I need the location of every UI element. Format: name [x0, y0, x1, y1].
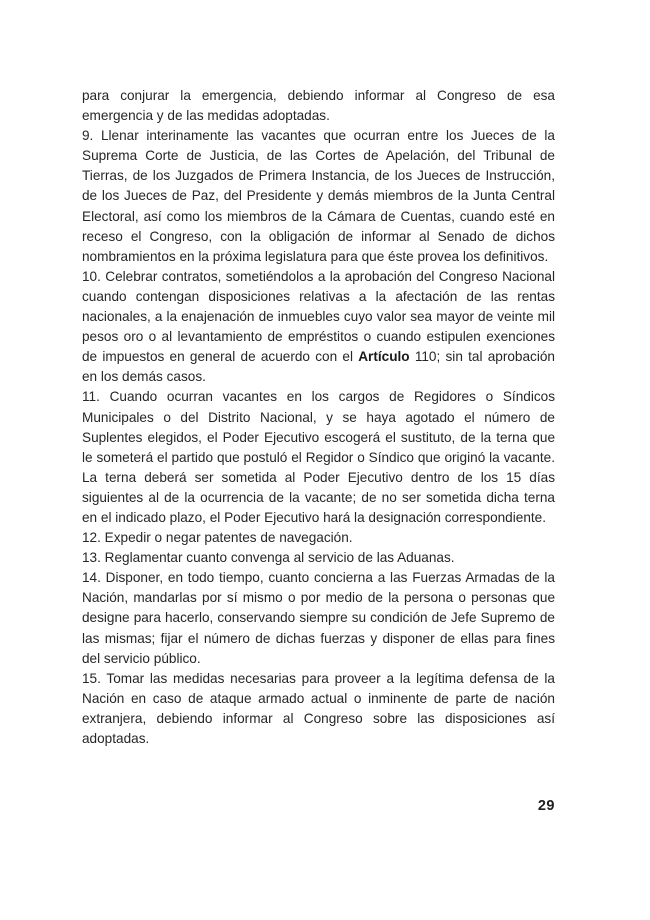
item-10-text-after: 110; sin tal aprobación en los demás casos. — [82, 349, 555, 385]
paragraph-item-13: 13. Reglamentar cuanto convenga al servicio de las Aduanas. — [82, 550, 455, 566]
paragraph-item-11: 11. Cuando ocurran vacantes en los cargos de Regidores o Síndicos Municipales o del Distrito Nacional, y se haya agotado el número de Suplentes elegidos, el Poder Ejecutivo escogerá el sustituto, de la terna que le someterá el partido que postuló el Regidor o Síndico que originó la vacante. La terna deberá ser sometida al Poder Ejecutivo dentro de los 15 días siguientes al de la ocurrencia de la vacante; de no ser sometida dicha terna en el indicado plazo, el Poder Ejecutivo hará la designación correspondiente. — [82, 389, 555, 525]
paragraph-continuation: para conjurar la emergencia, debiendo informar al Congreso de esa emergencia y de las medidas adoptadas. — [82, 88, 555, 124]
paragraph-item-10 — [82, 267, 555, 388]
paragraph-item-14: 14. Disponer, en todo tiempo, cuanto concierna a las Fuerzas Armadas de la Nación, mandarlas por sí mismo o por medio de la persona o personas que designe para hacerlo, conservando siempre su condición de Jefe Supremo de las mismas; fijar el número de dichas fuerzas y disponer de ellas para fines del servicio público. — [82, 570, 555, 666]
paragraph-item-12: 12. Expedir o negar patentes de navegación. — [82, 530, 353, 546]
body-text — [82, 86, 555, 749]
paragraph-item-15: 15. Tomar las medidas necesarias para proveer a la legítima defensa de la Nación en caso de ataque armado actual o inminente de parte de nación extranjera, debiendo informar al Congreso sobre las disposiciones así adoptadas. — [82, 670, 555, 746]
item-10-bold-term: Artículo — [358, 349, 410, 365]
paragraph-item-9: 9. Llenar interinamente las vacantes que ocurran entre los Jueces de la Suprema Corte de Justicia, de las Cortes de Apelación, del Tribunal de Tierras, de los Juzgados de Primera Instancia, de los Jueces de Instrucción, de los Jueces de Paz, del Presidente y demás miembros de la Junta Central Electoral, así como los miembros de la Cámara de Cuentas, cuando esté en receso el Congreso, con la obligación de informar al Senado de dichos nombramientos en la próxima legislatura para que éste provea los definitivos. — [82, 128, 555, 264]
item-10-text-before: 10. Celebrar contratos, sometiéndolos a la aprobación del Congreso Nacional cuando contengan disposiciones relativas a la afectación de las rentas nacionales, a la enajenación de inmuebles cuyo valor sea mayor de veinte mil pesos oro o al levantamiento de empréstitos o cuando estipulen exenciones de impuestos en general de acuerdo con el — [82, 268, 555, 365]
page-number: 29 — [537, 798, 555, 814]
